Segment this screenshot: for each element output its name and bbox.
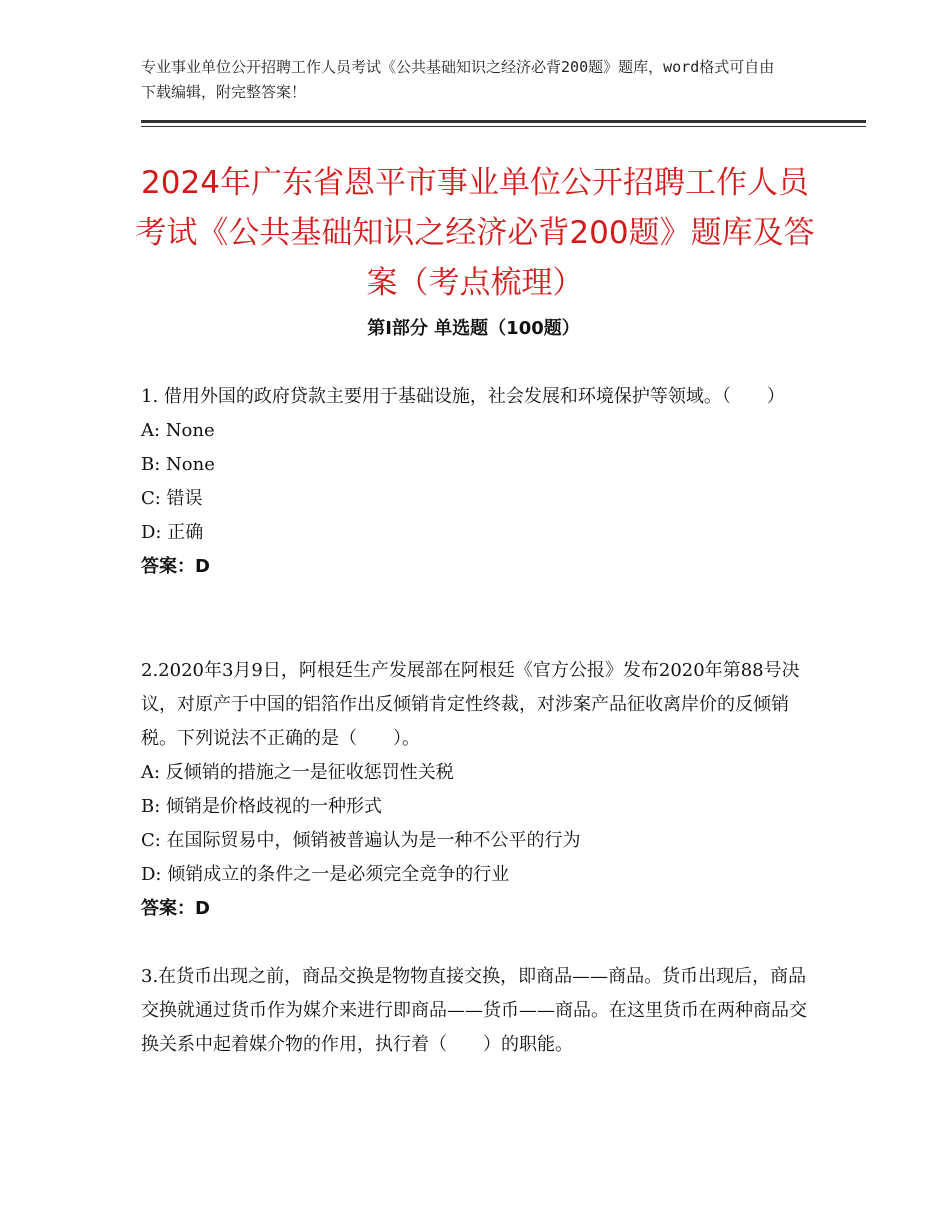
question-2-text: 2.2020年3月9日，阿根廷生产发展部在阿根廷《官方公报》发布2020年第88号决议，对原产于中国的铝箔作出反倾销肯定性终裁，对涉案产品征收离岸价的反倾销税。下列说法不正确的是（ ）。 (141, 660, 800, 749)
question-1-text: 1. 借用外国的政府贷款主要用于基础设施，社会发展和环境保护等领域。（ ） (141, 386, 785, 407)
section-heading: 第Ⅰ部分 单选题（100题） (367, 318, 580, 339)
question-2-option-d: D: 倾销成立的条件之一是必须完全竞争的行业 (141, 864, 510, 885)
document-title: 2024年广东省恩平市事业单位公开招聘工作人员考试《公共基础知识之经济必背200题》题库及答案（考点梳理） (135, 165, 815, 301)
question-2-option-a: A: 反倾销的措施之一是征收惩罚性关税 (141, 762, 454, 783)
question-2-answer: 答案：D (141, 898, 210, 919)
question-1-option-c: C: 错误 (141, 488, 203, 509)
question-3 (141, 960, 821, 1062)
header-divider-thick (141, 120, 866, 123)
question-1-option-d: D: 正确 (141, 522, 204, 543)
question-1-answer: 答案：D (141, 556, 210, 577)
question-2-option-c: C: 在国际贸易中，倾销被普遍认为是一种不公平的行为 (141, 830, 581, 851)
question-2 (141, 654, 821, 926)
question-1-option-a: A: None (141, 420, 215, 441)
question-1-option-b: B: None (141, 454, 215, 475)
header-divider-thin (141, 126, 866, 127)
question-1 (141, 380, 821, 584)
question-2-option-b: B: 倾销是价格歧视的一种形式 (141, 796, 383, 817)
header-note: 专业事业单位公开招聘工作人员考试《公共基础知识之经济必背200题》题库，word格式可自由下载编辑，附完整答案！ (141, 58, 775, 101)
question-3-text: 3.在货币出现之前，商品交换是物物直接交换，即商品——商品。货币出现后，商品交换就通过货币作为媒介来进行即商品——货币——商品。在这里货币在两种商品交换关系中起着媒介物的作用，执行着（ ）的职能。 (141, 966, 807, 1055)
